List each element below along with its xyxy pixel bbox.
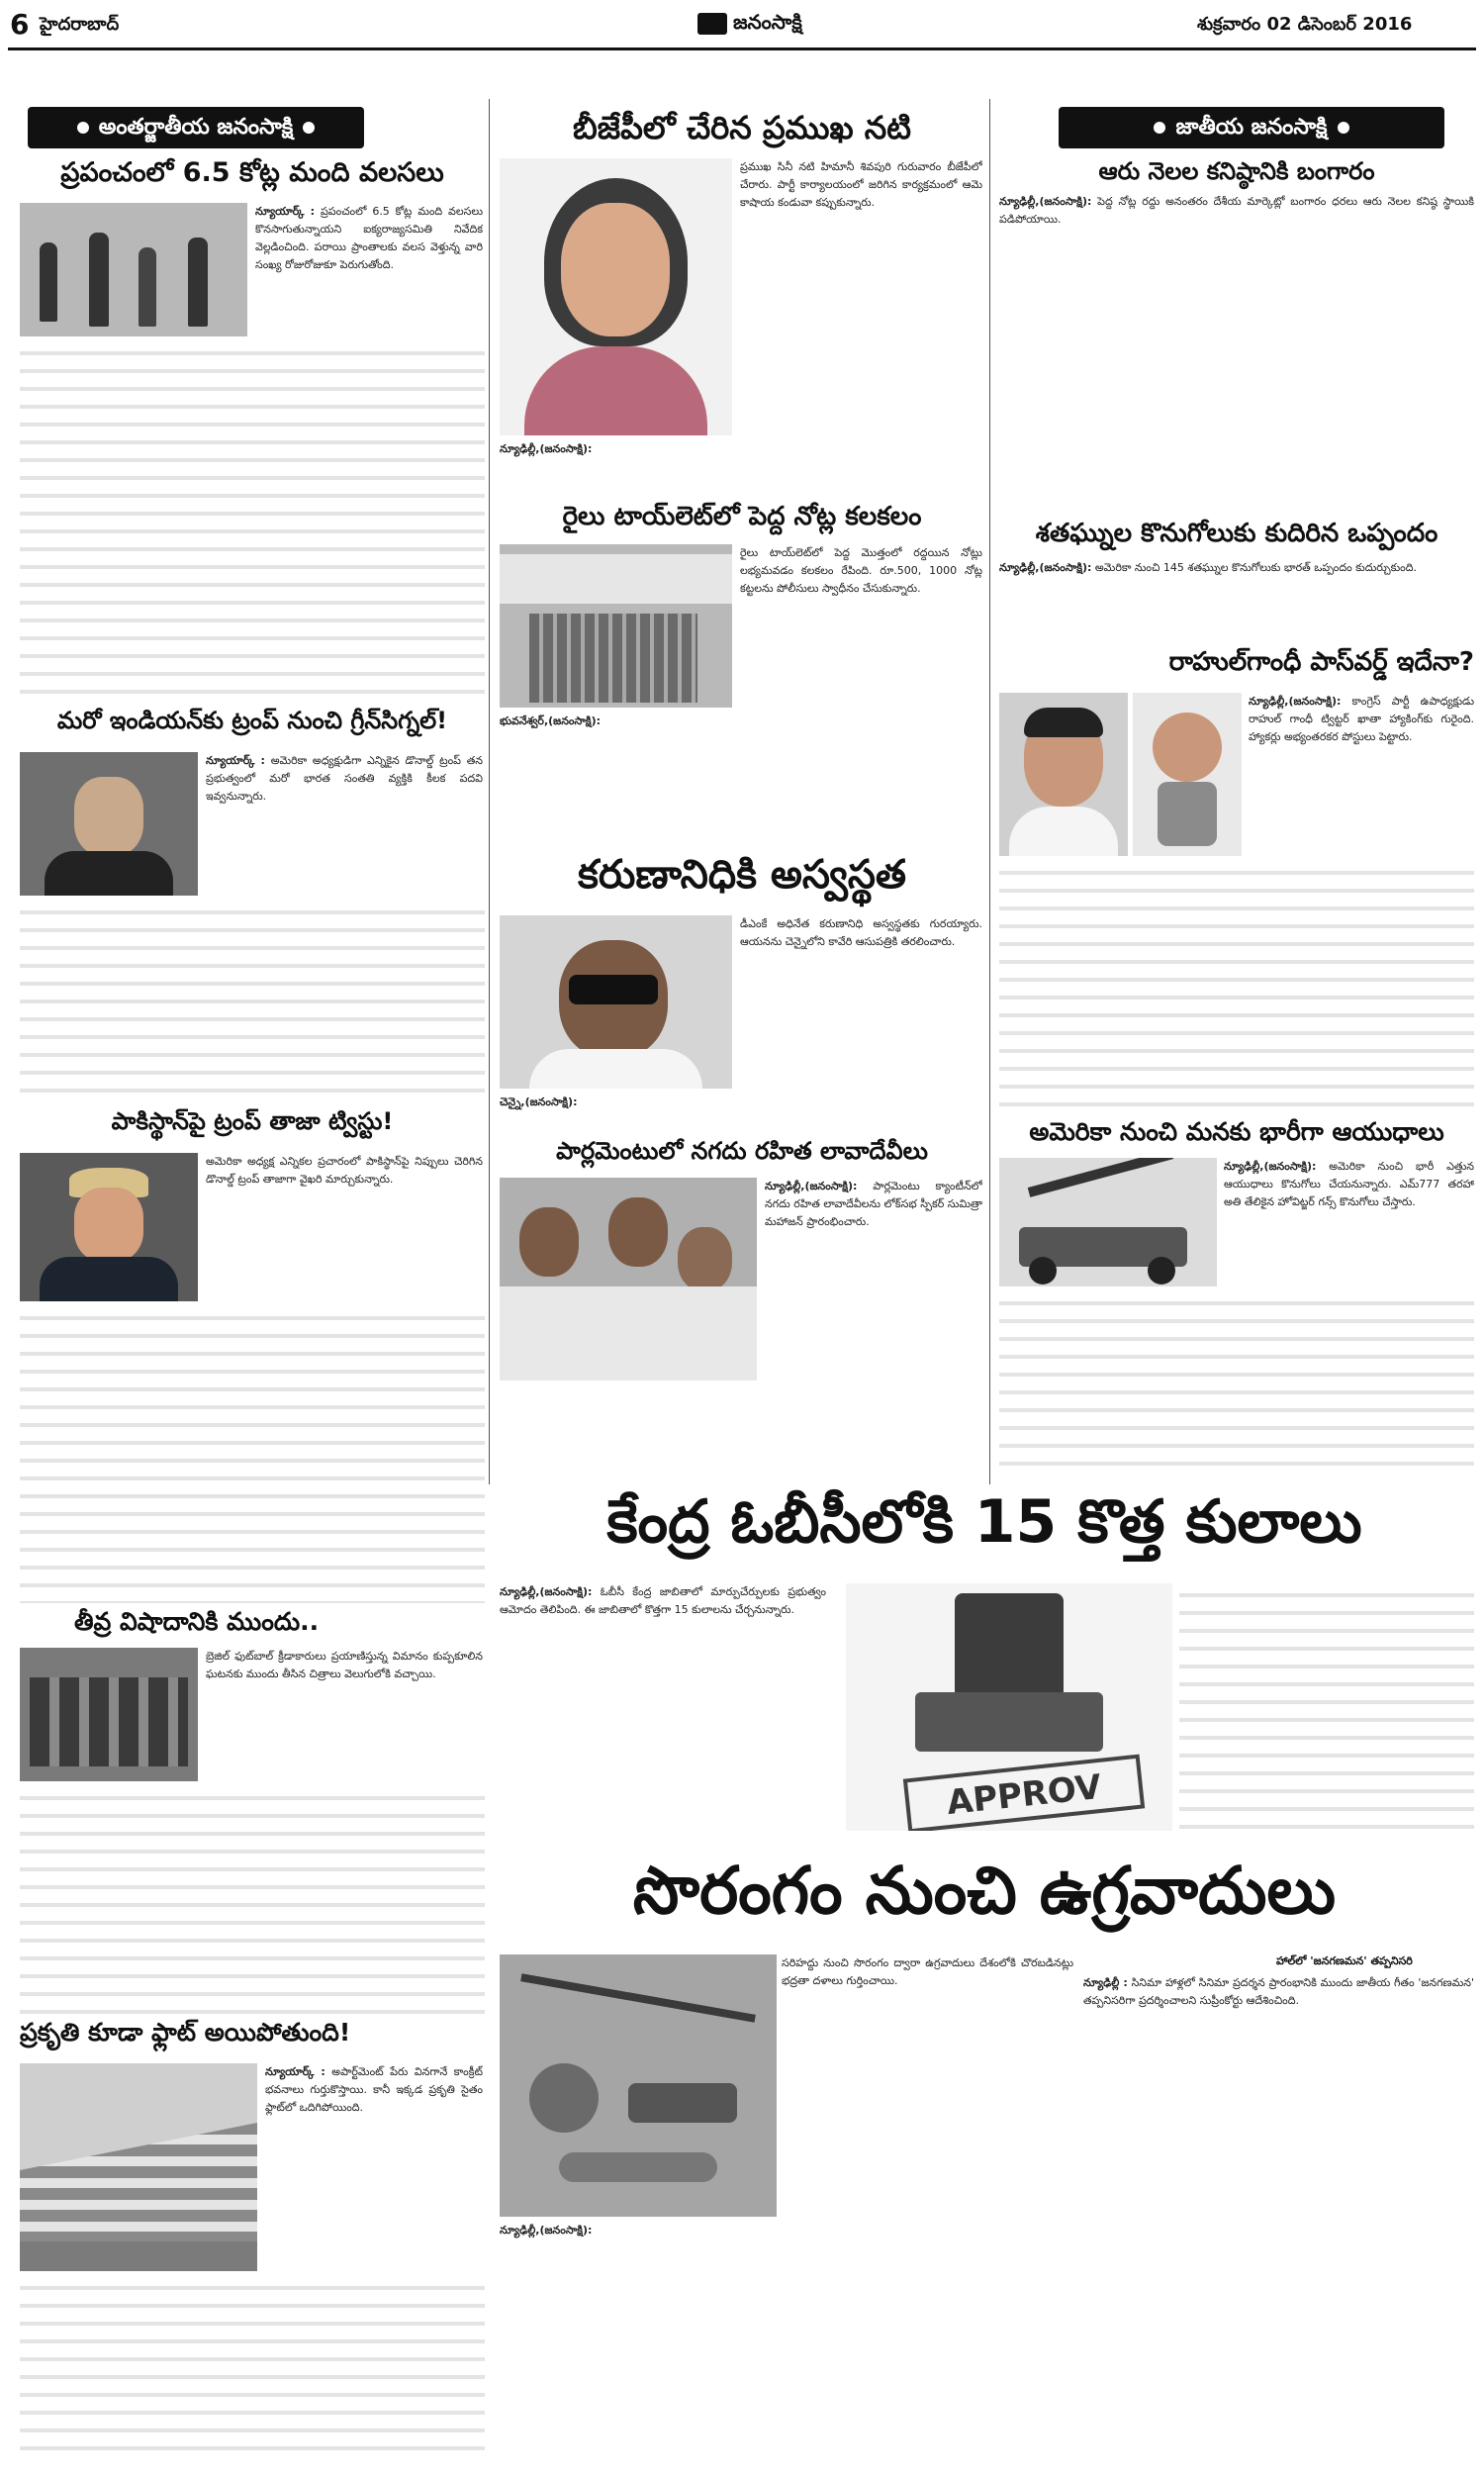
body-flats-cont [20,2276,485,2464]
photo-parliament [500,1178,757,1381]
label-anthem: హాల్‌లో 'జనగణమన' తప్పనిసరి [1276,1954,1413,1967]
headline-pakistan: పాకిస్థాన్‌పై ట్రంప్ తాజా ట్విస్టు! [111,1107,394,1135]
section-international: అంతర్జాతీయ జనంసాక్షి [28,107,364,148]
body-tunnel-cont: న్యూఢిల్లీ,(జనంసాక్షి): [500,2224,593,2237]
headline-rahul: రాహుల్‌గాంధీ పాస్‌వర్డ్ ఇదేనా? [1168,647,1474,677]
photo-rahul [999,693,1128,856]
headline-flats: ప్రకృతి కూడా ఫ్లాట్ అయిపోతుంది! [20,2018,351,2047]
body-obc-cont [1179,1583,1474,1831]
photo-howitzer [999,1158,1217,1286]
headline-greensignal: మరో ఇండియన్‌కు ట్రంప్ నుంచి గ్రీన్‌సిగ్నల్! [56,707,448,734]
photo-greensignal [20,752,198,896]
photo-trump [20,1153,198,1301]
stamp-text: APPROV [903,1755,1145,1831]
column-rule-left [489,99,490,1484]
column-rule-right [989,99,990,1484]
photo-migrants [20,203,247,336]
headline-tunnel: సొరంగం నుంచి ఉగ్రవాదులు [632,1853,1337,1929]
photo-tunnel-weapons [500,1954,777,2217]
body-gold: న్యూఢిల్లీ,(జనంసాక్షి): పెద్ద నోట్ల రద్దు అనంతరం దేశీయ మార్కెట్లో బంగారం ధరలు ఆరు నెలల కనిష్ఠ స్థాయికి పడిపోయాయి. [999,195,1474,226]
body-greensignal-cont [20,901,485,1098]
photo-cartoon [1133,693,1242,856]
headline-parliament: పార్లమెంటులో నగదు రహిత లావాదేవీలు [556,1137,928,1165]
masthead-rule [8,48,1476,50]
body-actress: ప్రముఖ సినీ నటి హిమానీ శివపురి గురువారం బీజేపీలో చేరారు. పార్టీ కార్యాలయంలో జరిగిన కార్యక్రమంలో ఆమె కాషాయ కండువా కప్పుకున్నారు. [740,160,982,209]
city-name: హైదరాబాద్ [40,14,120,35]
masthead-logo [697,8,802,40]
dateline-karunanidhi: చెన్నై,(జనంసాక్షి): [500,1095,578,1108]
page-number: 6 [10,8,30,41]
body-bofors: న్యూఢిల్లీ,(జనంసాక్షి): అమెరికా నుంచి 145 శతఘ్నుల కొనుగోలుకు భారత్ ఒప్పందం కుదుర్చుకుంది. [999,561,1418,574]
body-rahul: న్యూఢిల్లీ,(జనంసాక్షి): కాంగ్రెస్ పార్టీ ఉపాధ్యక్షుడు రాహుల్ గాంధీ ట్విట్టర్ ఖాతా హ్యాకింగ్‌కు గురైంది. హ్యాకర్లు అభ్యంతరకర పోస్టులు పెట్టారు. [1249,695,1474,743]
headline-karunanidhi: కరుణానిధికి అస్వస్థత [577,852,907,898]
headline-train: రైలు టాయ్‌లెట్‌లో పెద్ద నోట్ల కలకలం [562,502,922,531]
photo-building [20,2063,257,2271]
photo-stamp [846,1583,1172,1831]
body-tunnel: సరిహద్దు నుంచి సొరంగం ద్వారా ఉగ్రవాదులు దేశంలోకి చొరబడినట్లు భద్రతా దళాలు గుర్తించాయి. [782,1956,1073,1987]
body-karunanidhi: డీఎంకే అధినేత కరుణానిధి అస్వస్థతకు గురయ్యారు. ఆయనను చెన్నైలోని కావేరి ఆసుపత్రికి తరలించారు. [740,917,982,948]
body-weapons: న్యూఢిల్లీ,(జనంసాక్షి): అమెరికా నుంచి భారీ ఎత్తున ఆయుధాలు కొనుగోలు చేయనున్నారు. ఎమ్777 తరహా అతి తేలికైన హోవిట్జర్ గన్స్ కొనుగోలు చేస్తారు. [1224,1160,1474,1208]
body-migrants: న్యూయార్క్ : ప్రపంచంలో 6.5 కోట్ల మంది వలసలు కొనసాగుతున్నాయని ఐక్యరాజ్యసమితి నివేదిక వెల్లడించింది. పరాయి ప్రాంతాలకు వలస వెళ్తున్న వారి సంఖ్య రోజురోజుకూ పెరుగుతోంది. [255,205,483,271]
headline-migrants: ప్రపంచంలో 6.5 కోట్ల మంది వలసలు [60,157,444,188]
body-greensignal: న్యూయార్క్ : అమెరికా అధ్యక్షుడిగా ఎన్నికైన డొనాల్డ్ ట్రంప్ తన ప్రభుత్వంలో మరో భారత సంతతి వ్యక్తికి కీలక పదవి ఇవ్వనున్నారు. [206,754,483,803]
headline-obc: కేంద్ర ఓబీసీలోకి 15 కొత్త కులాలు [606,1487,1362,1557]
body-train-cont: భువనేశ్వర్,(జనంసాక్షి): [500,714,602,727]
headline-actress: బీజేపీలో చేరిన ప్రముఖ నటి [573,109,911,146]
logo-icon [697,13,727,35]
dateline-actress: న్యూఢిల్లీ,(జనంసాక్షి): [500,442,593,455]
headline-gold: ఆరు నెలల కనిష్ఠానికి బంగారం [1098,157,1375,185]
body-pakistan-cont [20,1306,485,1603]
body-weapons-cont [999,1291,1474,1479]
headline-weapons: అమెరికా నుంచి మనకు భారీగా ఆయుధాలు [1029,1117,1444,1146]
body-migrants-cont [20,341,485,698]
body-frustration: బ్రెజిల్ ఫుట్‌బాల్ క్రీడాకారులు ప్రయాణిస్తున్న విమానం కుప్పకూలిన ఘటనకు ముందు తీసిన చిత్రాలు వెలుగులోకి వచ్చాయి. [206,1650,483,1680]
body-anthem: న్యూఢిల్లీ : సినిమా హాళ్లలో సినిమా ప్రదర్శన ప్రారంభానికి ముందు జాతీయ గీతం 'జనగణమన' తప్పనిసరిగా ప్రదర్శించాలని సుప్రీంకోర్టు ఆదేశించింది. [1083,1976,1474,2007]
body-rahul-cont [999,861,1474,1113]
body-train: రైలు టాయ్‌లెట్‌లో పెద్ద మొత్తంలో రద్దయిన నోట్లు లభ్యమవడం కలకలం రేపింది. రూ.500, 1000 నోట్ల కట్టలను పోలీసులు స్వాధీనం చేసుకున్నారు. [740,546,982,595]
headline-bofors: శతఘ్నుల కొనుగోలుకు కుదిరిన ఒప్పందం [1035,519,1438,548]
body-frustration-cont [20,1786,485,2014]
headline-frustration: తీవ్ర విషాదానికి ముందు.. [74,1607,320,1636]
body-obc: న్యూఢిల్లీ,(జనంసాక్షి): ఓబీసీ కేంద్ర జాబితాలో మార్పుచేర్పులకు ప్రభుత్వం ఆమోదం తెలిపింది. ఈ జాబితాలో కొత్తగా 15 కులాలను చేర్చనున్నారు. [500,1585,826,1616]
photo-actress [500,158,732,435]
body-flats: న్యూయార్క్ : అపార్ట్‌మెంట్ పేరు వినగానే కాంక్రీట్ భవనాలు గుర్తుకొస్తాయి. కానీ ఇక్కడ ప్రకృతి సైతం ఫ్లాట్‌లో ఒదిగిపోయింది. [265,2065,483,2114]
logo-text: జనంసాక్షి [733,9,802,34]
body-parliament: న్యూఢిల్లీ,(జనంసాక్షి): పార్లమెంటు క్యాంటీన్‌లో నగదు రహిత లావాదేవీలను లోక్‌సభ స్పీకర్ సుమిత్రా మహాజన్ ప్రారంభించారు. [765,1180,982,1228]
photo-karunanidhi [500,915,732,1089]
photo-train-cash [500,544,732,708]
issue-date: శుక్రవారం 02 డిసెంబర్ 2016 [1197,14,1413,35]
section-national: జాతీయ జనంసాక్షి [1059,107,1444,148]
body-pakistan: అమెరికా అధ్యక్ష ఎన్నికల ప్రచారంలో పాకిస్థాన్‌పై నిప్పులు చెరిగిన డొనాల్డ్ ట్రంప్ తాజాగా వైఖరి మార్చుకున్నారు. [206,1155,483,1186]
photo-plane [20,1648,198,1781]
